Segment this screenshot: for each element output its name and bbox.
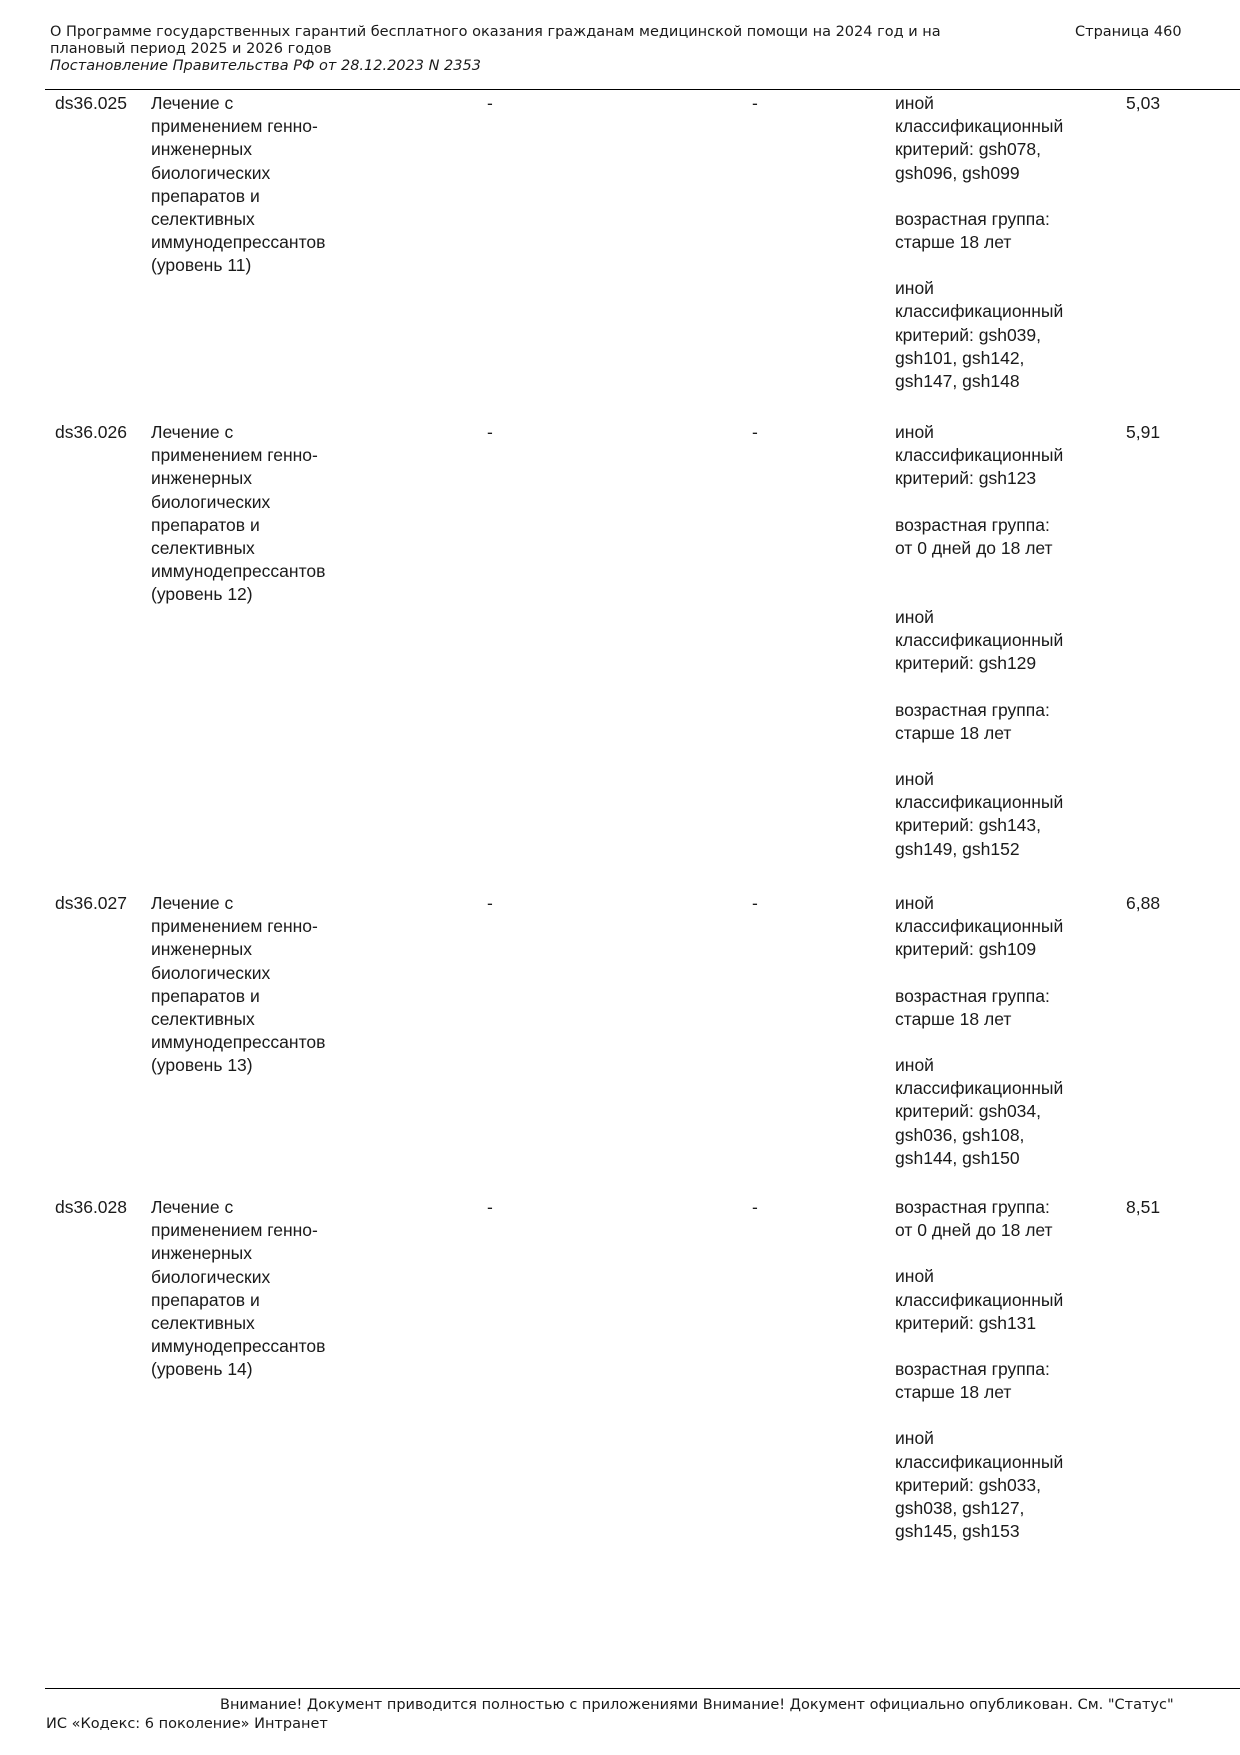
criteria-block bbox=[895, 1265, 1095, 1335]
criteria-line: критерий: gsh131 bbox=[895, 1312, 1037, 1333]
criteria-line: gsh147, gsh148 bbox=[895, 371, 1020, 392]
criteria-line: gsh036, gsh108, bbox=[895, 1124, 1025, 1145]
criteria-line: старше 18 лет bbox=[895, 722, 1012, 743]
criteria-line: классификационный bbox=[895, 116, 1064, 137]
criteria-line: gsh145, gsh153 bbox=[895, 1521, 1020, 1542]
criteria-line: классификационный bbox=[895, 916, 1064, 937]
row-name-line: препаратов и bbox=[151, 514, 260, 535]
criteria-line: классификационный bbox=[895, 792, 1064, 813]
criteria-line: критерий: gsh078, bbox=[895, 139, 1041, 160]
footer-system-label: ИС «Кодекс: 6 поколение» Интранет bbox=[46, 1716, 328, 1732]
row-diagnosis-code: - bbox=[487, 93, 493, 113]
row-code: ds36.028 bbox=[55, 1197, 128, 1217]
criteria-line: критерий: gsh143, bbox=[895, 815, 1041, 836]
criteria-line: критерий: gsh039, bbox=[895, 324, 1041, 345]
row-name-line: Лечение с bbox=[151, 93, 234, 113]
criteria-line: иной bbox=[895, 607, 934, 628]
row-name-line: иммунодепрессантов bbox=[151, 1032, 326, 1053]
criteria-line: старше 18 лет bbox=[895, 1008, 1012, 1029]
criteria-block bbox=[895, 892, 1095, 962]
criteria-block bbox=[895, 1054, 1095, 1170]
criteria-line: иной bbox=[895, 1428, 934, 1449]
criteria-line: возрастная группа: bbox=[895, 514, 1050, 535]
row-criteria bbox=[895, 421, 1095, 861]
row-coefficient: 8,51 bbox=[1126, 1197, 1161, 1217]
criteria-line: иной bbox=[895, 769, 934, 790]
criteria-block bbox=[895, 1196, 1095, 1242]
criteria-line: gsh096, gsh099 bbox=[895, 162, 1020, 183]
row-operation-code: - bbox=[752, 93, 758, 113]
criteria-line: критерий: gsh129 bbox=[895, 653, 1037, 674]
criteria-block bbox=[895, 699, 1095, 745]
criteria-line: классификационный bbox=[895, 445, 1064, 466]
row-name-line: инженерных bbox=[151, 939, 253, 960]
criteria-line: старше 18 лет bbox=[895, 1382, 1012, 1403]
criteria-line: возрастная группа: bbox=[895, 1197, 1050, 1217]
footer-divider bbox=[45, 1688, 1240, 1689]
criteria-line: возрастная группа: bbox=[895, 699, 1050, 720]
criteria-line: классификационный bbox=[895, 1078, 1064, 1099]
row-name-line: (уровень 13) bbox=[151, 1055, 253, 1076]
criteria-line: возрастная группа: bbox=[895, 1359, 1050, 1380]
document-subtitle: Постановление Правительства РФ от 28.12.2023 N 2353 bbox=[50, 58, 481, 74]
row-name-line: селективных bbox=[151, 1313, 255, 1334]
row-name-line: биологических bbox=[151, 1266, 271, 1287]
criteria-line: иной bbox=[895, 93, 934, 113]
footer-notice: Внимание! Документ приводится полностью с приложениями Внимание! Документ официально опубликован. См. "Статус" bbox=[220, 1697, 1174, 1713]
criteria-block bbox=[895, 92, 1095, 185]
criteria-block bbox=[895, 768, 1095, 861]
row-name-line: (уровень 11) bbox=[151, 255, 252, 276]
row-diagnosis-code: - bbox=[487, 893, 493, 913]
criteria-line: gsh101, gsh142, bbox=[895, 347, 1025, 368]
row-name-line: инженерных bbox=[151, 1243, 253, 1264]
criteria-line: критерий: gsh034, bbox=[895, 1101, 1041, 1122]
row-criteria bbox=[895, 892, 1095, 1170]
row-operation-code: - bbox=[752, 422, 758, 442]
row-name-line: Лечение с bbox=[151, 1197, 234, 1217]
row-criteria bbox=[895, 92, 1095, 393]
criteria-line: классификационный bbox=[895, 301, 1064, 322]
criteria-line: от 0 дней до 18 лет bbox=[895, 537, 1053, 558]
criteria-block bbox=[895, 514, 1095, 560]
criteria-line: возрастная группа: bbox=[895, 208, 1050, 229]
row-operation-code: - bbox=[752, 893, 758, 913]
criteria-block bbox=[895, 1427, 1095, 1543]
criteria-line: критерий: gsh123 bbox=[895, 468, 1037, 489]
criteria-block bbox=[895, 1358, 1095, 1404]
row-name-line: (уровень 12) bbox=[151, 584, 253, 605]
criteria-block bbox=[895, 208, 1095, 254]
row-name-line: препаратов и bbox=[151, 985, 260, 1006]
row-name bbox=[151, 892, 361, 1078]
row-name-line: селективных bbox=[151, 1009, 255, 1030]
row-operation-code: - bbox=[752, 1197, 758, 1217]
row-name-line: селективных bbox=[151, 538, 255, 559]
row-diagnosis-code: - bbox=[487, 422, 493, 442]
row-name-line: инженерных bbox=[151, 468, 253, 489]
criteria-block bbox=[895, 421, 1095, 491]
row-name-line: применением генно- bbox=[151, 1220, 318, 1241]
row-name-line: препаратов и bbox=[151, 185, 260, 206]
document-title: О Программе государственных гарантий бесплатного оказания гражданам медицинской помощи на 2024 год и на плановый период 2025 и 2026 годов bbox=[50, 24, 941, 57]
criteria-line: классификационный bbox=[895, 1289, 1064, 1310]
row-name-line: биологических bbox=[151, 162, 271, 183]
page-header bbox=[50, 24, 1190, 75]
criteria-line: gsh038, gsh127, bbox=[895, 1498, 1025, 1519]
row-name-line: Лечение с bbox=[151, 893, 234, 913]
row-name bbox=[151, 421, 361, 607]
row-code: ds36.025 bbox=[55, 93, 128, 113]
criteria-line: от 0 дней до 18 лет bbox=[895, 1220, 1053, 1241]
row-name-line: инженерных bbox=[151, 139, 253, 160]
criteria-block bbox=[895, 985, 1095, 1031]
criteria-line: gsh144, gsh150 bbox=[895, 1147, 1020, 1168]
criteria-line: критерий: gsh033, bbox=[895, 1474, 1041, 1495]
criteria-line: критерий: gsh109 bbox=[895, 939, 1037, 960]
row-name-line: препаратов и bbox=[151, 1289, 260, 1310]
criteria-line: иной bbox=[895, 1055, 934, 1076]
header-divider bbox=[45, 89, 1240, 90]
criteria-line: иной bbox=[895, 422, 934, 442]
criteria-line: старше 18 лет bbox=[895, 232, 1012, 253]
page-number: Страница 460 bbox=[1075, 24, 1182, 40]
criteria-line: классификационный bbox=[895, 630, 1064, 651]
row-name-line: Лечение с bbox=[151, 422, 234, 442]
row-name bbox=[151, 1196, 361, 1382]
row-name-line: (уровень 14) bbox=[151, 1359, 253, 1380]
criteria-line: классификационный bbox=[895, 1451, 1064, 1472]
row-code: ds36.027 bbox=[55, 893, 128, 913]
criteria-block bbox=[895, 606, 1095, 676]
criteria-line: gsh149, gsh152 bbox=[895, 838, 1020, 859]
criteria-line: иной bbox=[895, 893, 934, 913]
row-name bbox=[151, 92, 361, 278]
criteria-block bbox=[895, 277, 1095, 393]
row-diagnosis-code: - bbox=[487, 1197, 493, 1217]
row-criteria bbox=[895, 1196, 1095, 1543]
row-name-line: селективных bbox=[151, 209, 255, 230]
row-name-line: применением генно- bbox=[151, 116, 318, 137]
row-code: ds36.026 bbox=[55, 422, 128, 442]
row-name-line: иммунодепрессантов bbox=[151, 561, 326, 582]
criteria-line: иной bbox=[895, 278, 934, 299]
criteria-line: возрастная группа: bbox=[895, 985, 1050, 1006]
row-name-line: применением генно- bbox=[151, 916, 318, 937]
row-name-line: иммунодепрессантов bbox=[151, 232, 326, 253]
row-name-line: биологических bbox=[151, 491, 271, 512]
criteria-line: иной bbox=[895, 1266, 934, 1287]
row-coefficient: 6,88 bbox=[1126, 893, 1161, 913]
row-coefficient: 5,03 bbox=[1126, 93, 1161, 113]
row-name-line: иммунодепрессантов bbox=[151, 1336, 326, 1357]
row-coefficient: 5,91 bbox=[1126, 422, 1161, 442]
row-name-line: биологических bbox=[151, 962, 271, 983]
row-name-line: применением генно- bbox=[151, 445, 318, 466]
